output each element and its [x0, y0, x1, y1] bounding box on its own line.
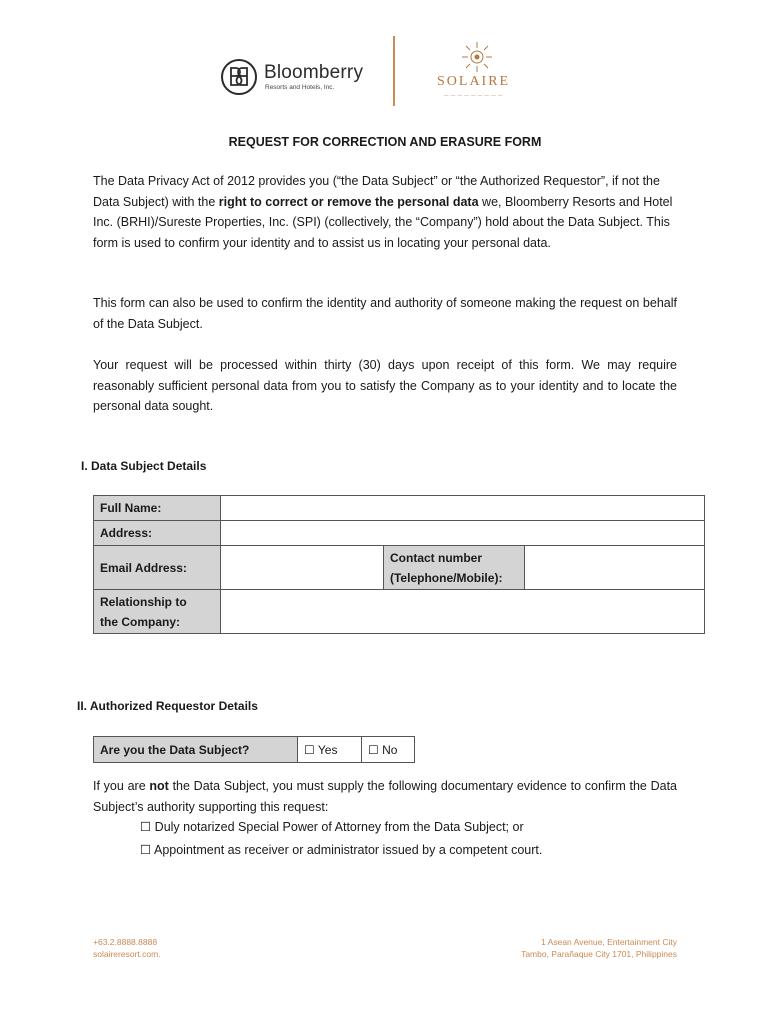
- bloomberry-name: Bloomberry: [264, 62, 364, 83]
- behalf-paragraph: This form can also be used to confirm the identity and authority of someone making the request on behalf of the Data Subject.: [93, 296, 677, 331]
- is-data-subject-label: Are you the Data Subject?: [94, 737, 298, 763]
- header-divider: [393, 36, 395, 106]
- email-field[interactable]: [221, 546, 384, 590]
- intro-text-start: The Data Privacy Act of 2012 provides you (“the Data Subject” or “the Authorized Requestor”, if not the Data Subject) with the: [93, 174, 660, 209]
- yes-checkbox[interactable]: ☐ Yes: [298, 737, 362, 763]
- contact-number-label: [384, 546, 525, 590]
- footer-address-line-1: 1 Asean Avenue, Entertainment City: [541, 937, 677, 947]
- address-label: Address:: [94, 521, 221, 546]
- full-name-label: Full Name:: [94, 496, 221, 521]
- email-label: Email Address:: [94, 546, 221, 590]
- bloomberry-logo: [220, 58, 370, 100]
- form-title: REQUEST FOR CORRECTION AND ERASURE FORM: [228, 135, 542, 149]
- solaire-tagline-mark: — — — — — — — — —: [444, 93, 504, 98]
- relationship-label: [94, 590, 221, 634]
- bloomberry-monogram-icon: [220, 58, 258, 96]
- footer-phone: +63.2.8888.8888: [93, 937, 158, 947]
- relationship-label-line-1: Relationship to: [100, 594, 187, 609]
- sun-emblem-icon: [460, 40, 494, 74]
- solaire-name: SOLAIRE: [437, 74, 511, 89]
- no-checkbox[interactable]: ☐ No: [362, 737, 415, 763]
- section-data-subject-heading: I. Data Subject Details: [81, 459, 207, 473]
- contact-number-field[interactable]: [525, 546, 705, 590]
- contact-label-line-2: (Telephone/Mobile):: [390, 570, 503, 585]
- footer-address: [521, 936, 677, 960]
- evidence-text-end: the Data Subject, you must supply the following documentary evidence to confirm the Data Subject’s authority supporting this request:: [93, 779, 677, 814]
- intro-paragraph: [93, 171, 677, 253]
- section-authorized-requestor-heading: II. Authorized Requestor Details: [77, 699, 258, 713]
- data-subject-question-table: [93, 736, 415, 763]
- full-name-field[interactable]: [221, 496, 705, 521]
- contact-label-line-1: Contact number: [390, 550, 483, 565]
- receiver-checkbox-item[interactable]: ☐ Appointment as receiver or administrator issued by a competent court.: [140, 843, 543, 857]
- footer-website: solaireresort.com.: [93, 949, 161, 959]
- solaire-logo: [430, 40, 530, 102]
- evidence-paragraph: [93, 776, 677, 817]
- data-subject-table: [93, 495, 705, 634]
- intro-text-end: we, Bloomberry Resorts and Hotel Inc. (BRHI)/Sureste Properties, Inc. (SPI) (collectively, the “Company”) hold about the Data Subject. This form is used to confirm your identity and to assist us in locating your personal data.: [93, 194, 673, 250]
- evidence-text-bold: not: [149, 779, 169, 793]
- footer-contact: [93, 936, 161, 960]
- intro-text-bold: right to correct or remove the personal data: [218, 194, 479, 209]
- relationship-field[interactable]: [221, 590, 705, 634]
- spa-checkbox-item[interactable]: ☐ Duly notarized Special Power of Attorney from the Data Subject; or: [140, 820, 524, 834]
- address-field[interactable]: [221, 521, 705, 546]
- relationship-label-line-2: the Company:: [100, 614, 181, 629]
- footer-address-line-2: Tambo, Parañaque City 1701, Philippines: [521, 949, 677, 959]
- evidence-text-start: If you are: [93, 779, 150, 793]
- bloomberry-subtitle: Resorts and Hotels, Inc.: [265, 84, 335, 91]
- processing-paragraph: Your request will be processed within thirty (30) days upon receipt of this form. We may require reasonably sufficient personal data from you to satisfy the Company as to your identity and to locate the personal data sought.: [93, 358, 677, 414]
